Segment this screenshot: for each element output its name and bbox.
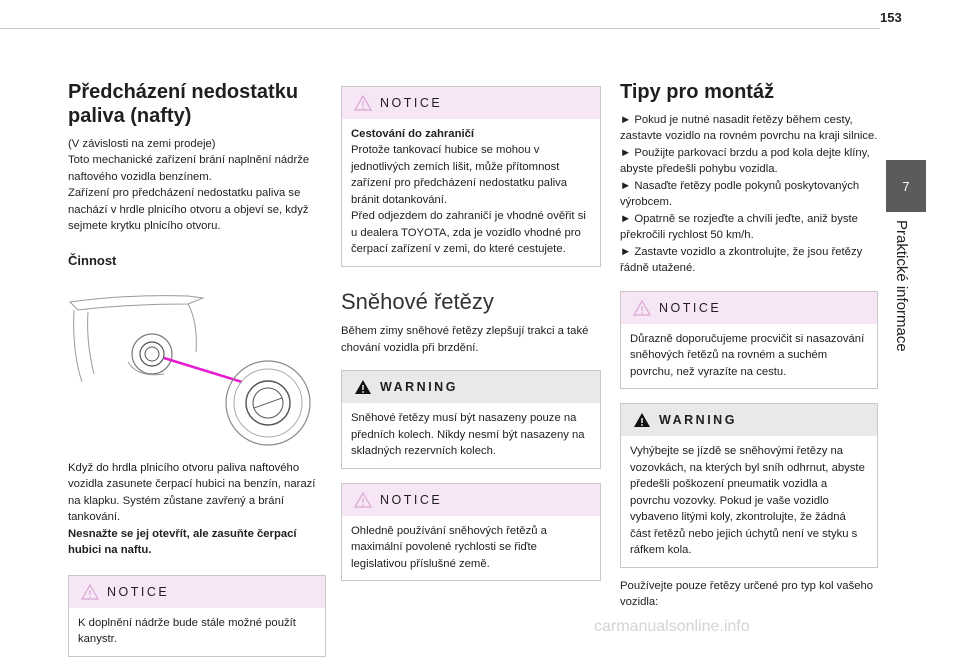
list-item: ► Zastavte vozidlo a zkontrolujte, že jsou řetězy řádně utažené. (620, 245, 863, 275)
warning-triangle-icon (354, 379, 372, 395)
warning-text: Vyhýbejte se jízdě se sněhovými řetězy na vozovkách, na kterých byl sníh odhrnut, abyste předešli poškození pneumatik vozidla a povrchu vozovky. Pokud je vaše vozidlo vybaveno litými koly, zkontrolujte, že žádná část řetězů nebo jejich úchytů není ve styku s ráfkem kola. (630, 445, 865, 557)
notice-header (69, 576, 325, 608)
notice-box (620, 291, 878, 389)
notice-text: Ohledně používání sněhových řetězů a maximální povolené rychlosti se řiďte legislativou příslušné země. (351, 524, 547, 570)
notice-box (341, 86, 601, 267)
body-text: Během zimy sněhové řetězy zlepšují trakci a také chování vozidla při brzdění. (341, 325, 589, 354)
warning-box (620, 403, 878, 567)
notice-title: NOTICE (659, 300, 722, 315)
notice-box (68, 575, 326, 657)
warning-triangle-icon (354, 492, 372, 508)
intro-line: (V závislosti na zemi prodeje) (68, 138, 216, 150)
left-column (68, 80, 326, 657)
list-item: ► Nasaďte řetězy podle pokynů poskytovaných výrobcem. (620, 179, 860, 209)
fuel-filler-illustration (68, 282, 326, 447)
warning-text: Sněhové řetězy musí být nasazeny pouze na předních kolech. Nikdy nesmí být nasazeny na skladných rezervních kolech. (351, 412, 585, 458)
warning-triangle-icon (633, 412, 651, 428)
top-divider (0, 28, 880, 29)
list-item: ► Pokud je nutné nasadit řetězy během cesty, zastavte vozidlo na rovném povrchu na kraji silnice. (620, 114, 878, 143)
warning-triangle-icon (81, 584, 99, 600)
intro-line: Toto mechanické zařízení brání naplnění nádrže naftového vozidla benzínem. (68, 154, 310, 183)
intro-line: Zařízení pro předcházení nedostatku paliva se nachází v hrdle plnicího otvoru a objeví se, když sejmete krytku plnicího otvoru. (68, 187, 309, 233)
notice-box (341, 483, 601, 581)
section-title-fuel: Předcházení nedostatku paliva (nafty) (68, 81, 299, 127)
body-text: Když do hrdla plnicího otvoru paliva naftového vozidla zasunete čerpací hubici na benzín, narazí na klapku. Systém zůstane zavřený a brání tankování. (68, 461, 316, 524)
notice-text: K doplnění nádrže bude stále možné použít kanystr. (78, 616, 296, 646)
body-text: Používejte pouze řetězy určené pro typ kol vašeho vozidla: (620, 579, 874, 609)
notice-header (621, 292, 877, 324)
notice-text: Důrazně doporučujeme procvičit si nasazování sněhových řetězů na rovném a suchém povrchu, než vyrazíte na cestu. (630, 332, 865, 378)
warning-box (341, 370, 601, 468)
warning-title: WARNING (659, 413, 737, 428)
notice-header (342, 87, 600, 119)
section-title-mounting-tips: Tipy pro montáž (620, 81, 775, 103)
middle-column (341, 86, 601, 581)
warning-title: WARNING (380, 380, 458, 395)
chapter-tab[interactable]: 7 (886, 160, 926, 212)
notice-title: NOTICE (107, 584, 170, 599)
warning-triangle-icon (633, 300, 651, 316)
notice-title: NOTICE (380, 492, 443, 507)
notice-text: Protože tankovací hubice se mohou v jednotlivých zemích lišit, může přítomnost zařízení pro předcházení nedostatku paliva bránit dotankování. (351, 144, 568, 206)
warning-header (342, 371, 600, 403)
list-item: ► Opatrně se rozjeďte a chvíli jeďte, aniž byste překročili rychlost 50 km/h. (620, 212, 858, 242)
warning-triangle-icon (354, 95, 372, 111)
notice-text: Před odjezdem do zahraničí je vhodné ověřit si u dealera TOYOTA, zda je vozidlo vhodné pro čerpací zařízení v zemi, do které cestujete. (351, 210, 586, 256)
section-title-snow-chains: Sněhové řetězy (341, 288, 494, 314)
body-text-bold: Nesnažte se jej otevřít, ale zasuňte čerpací hubici na naftu. (68, 527, 297, 557)
list-item: ► Použijte parkovací brzdu a pod kola dejte klíny, abyste předešli pohybu vozidla. (620, 146, 870, 176)
subtitle-operation: Činnost (68, 252, 117, 268)
watermark: carmanualsonline.info (594, 618, 750, 635)
chapter-title: Praktické informace (893, 220, 910, 352)
notice-heading: Cestování do zahraničí (351, 128, 475, 140)
right-column (620, 80, 878, 611)
notice-title: NOTICE (380, 96, 443, 110)
page-number: 153 (880, 10, 902, 25)
notice-header (342, 484, 600, 516)
warning-header (621, 404, 877, 436)
